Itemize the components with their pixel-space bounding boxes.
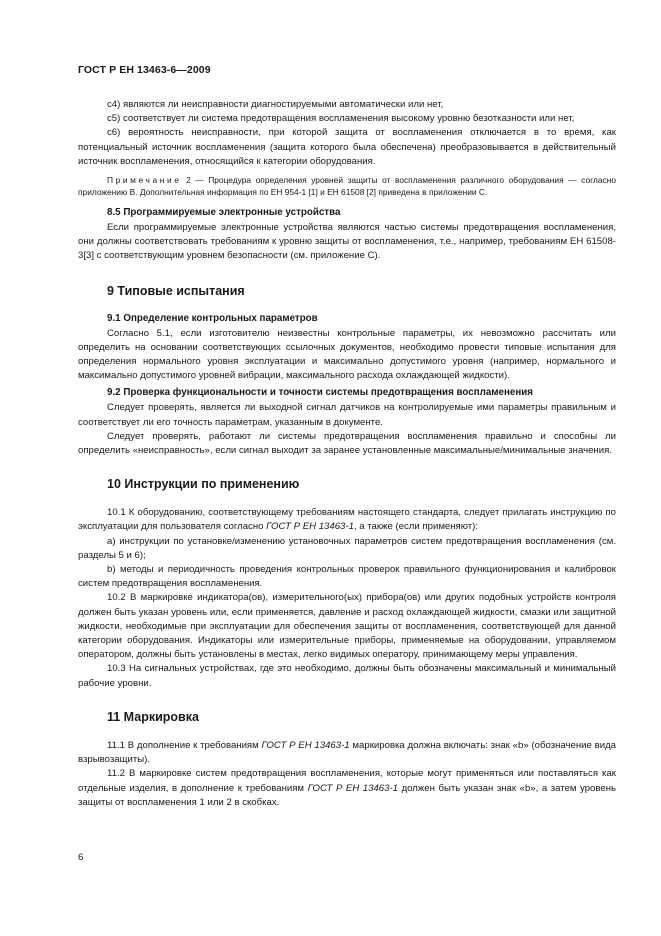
s11-1-reference: ГОСТ Р ЕН 13463-1 (261, 739, 350, 751)
subsection-11-2-text (78, 767, 616, 810)
subsection-9-1-title: 9.1 Определение контрольных параметров (107, 312, 318, 324)
s11-2-text-b: должен быть указан знак «b», а затем уровень защиты от воспламенения 1 или 2 в скобках. (78, 782, 617, 808)
s11-2-text-a: 11.2 В маркировке систем предотвращения воспламенения, которые могут применяться или поставляться как отдельные изделия, в дополнение к требованиям (78, 768, 616, 794)
note-2 (78, 174, 616, 198)
item-c5: c5) соответствует ли система предотвращения воспламенения высокому уровню безотказности или нет, (107, 113, 575, 125)
subsection-10-1-item-b: b) методы и периодичность проведения контрольных проверок правильного функционирования и калибровок систем предотвращения воспламенения. (78, 564, 616, 590)
subsection-10-1-item-a: а) инструкции по установке/изменению установочных параметров систем предотвращения воспламенения (см. разделы 5 и 6); (78, 535, 616, 561)
section-11-title: 11 Маркировка (107, 709, 199, 724)
s11-1-text-a: 11.1 В дополнение к требованиям (107, 739, 262, 751)
page-number: 6 (78, 852, 84, 863)
s11-2-reference: ГОСТ Р ЕН 13463-1 (307, 782, 399, 794)
subsection-9-2-text-2: Следует проверять, работают ли системы предотвращения воспламенения правильно и способны ли определить «неисправность», если сигнал выходит за заранее установленные максимальные/минимальные значения. (78, 430, 616, 457)
section-10-title: 10 Инструкции по применению (107, 477, 300, 492)
note-label: Примечание (107, 175, 182, 186)
subsection-11-1-text (78, 739, 616, 767)
subsection-9-2-title: 9.2 Проверка функциональности и точности системы предотвращения воспламенения (107, 387, 534, 399)
subsection-10-1-text (78, 506, 616, 534)
item-c4: c4) являются ли неисправности диагностируемыми автоматически или нет, (107, 99, 444, 110)
subsection-9-1-text: Согласно 5.1, если изготовителю неизвестны контрольные параметры, их невозможно рассчитать или определить на основании соответствующих ссылочных документов, необходимо провести типовые испытания для определения нормального уровня эксплуатации и максимально допустимого уровня (например, нормального и максимально допустимого уровней вибрации, максимального расхода охлаждающей жидкости). (78, 327, 616, 382)
s11-1-text-b: маркировка должна включать: знак «b» (обозначение вида взрывозащиты). (78, 739, 617, 766)
s10-1-text-b: , а также (если применяют): (353, 521, 478, 533)
subsection-9-2-text-1: Следует проверять, является ли выходной сигнал датчиков на контролируемые ими параметры правильным и соответствует ли его точность параметрам, указанным в документе. (78, 402, 616, 428)
section-9-title: 9 Типовые испытания (107, 283, 245, 298)
subsection-8-5-title: 8.5 Программируемые электронные устройства (107, 207, 341, 219)
subsection-10-2-text: 10.2 В маркировке индикатора(ов), измерительного(ых) прибора(ов) или других подобных устройств контроля должен быть указан уровень или, если применяется, давление и расход охлаждающей жидкости, смазки или защитной жидкости, необходимые при эксплуатации для обеспечения защиты от воспламенения, соответствующей для данной категории оборудования. Индикаторы или измерительные приборы, применяемые на оборудовании, управляемом оператором, должны быть установлены в местах, легко видимых оператору, принимающему меры управления. (78, 592, 616, 661)
subsection-10-3-text: 10.3 На сигнальных устройствах, где это необходимо, должны быть обозначены максимальный и минимальный рабочие уровни. (78, 663, 616, 689)
s10-1-reference: ГОСТ Р ЕН 13463-1 (266, 521, 354, 533)
document-body (78, 98, 616, 810)
note-text: 2 — Процедура определения уровней защиты от воспламенения различного оборудования — согласно приложению В. Дополнительная информация по ЕН 954-1 [1] и ЕН 61508 [2] приведена в приложении С. (78, 175, 616, 198)
item-c6: c6) вероятность неисправности, при которой защита от воспламенения отключается в то время, как потенциальный источник воспламенения (защита которого была обеспечена) преобразовывается в действительный источник воспламенения, относящийся к категории оборудования. (78, 127, 616, 167)
document-header: ГОСТ Р ЕН 13463-6—2009 (78, 64, 211, 76)
subsection-8-5-text: Если программируемые электронные устройства являются частью системы предотвращения воспламенения, они должны соответствовать требованиям к уровню защиты от воспламенения, т.е., например, требованиям ЕН 61508-3[3] с соответствующим уровнем безопасности (см. приложение С). (78, 222, 616, 262)
s10-1-text-a: 10.1 К оборудованию, соответствующему требованиям настоящего стандарта, следует прилагать инструкцию по эксплуатации для пользователя согласно (78, 507, 616, 533)
